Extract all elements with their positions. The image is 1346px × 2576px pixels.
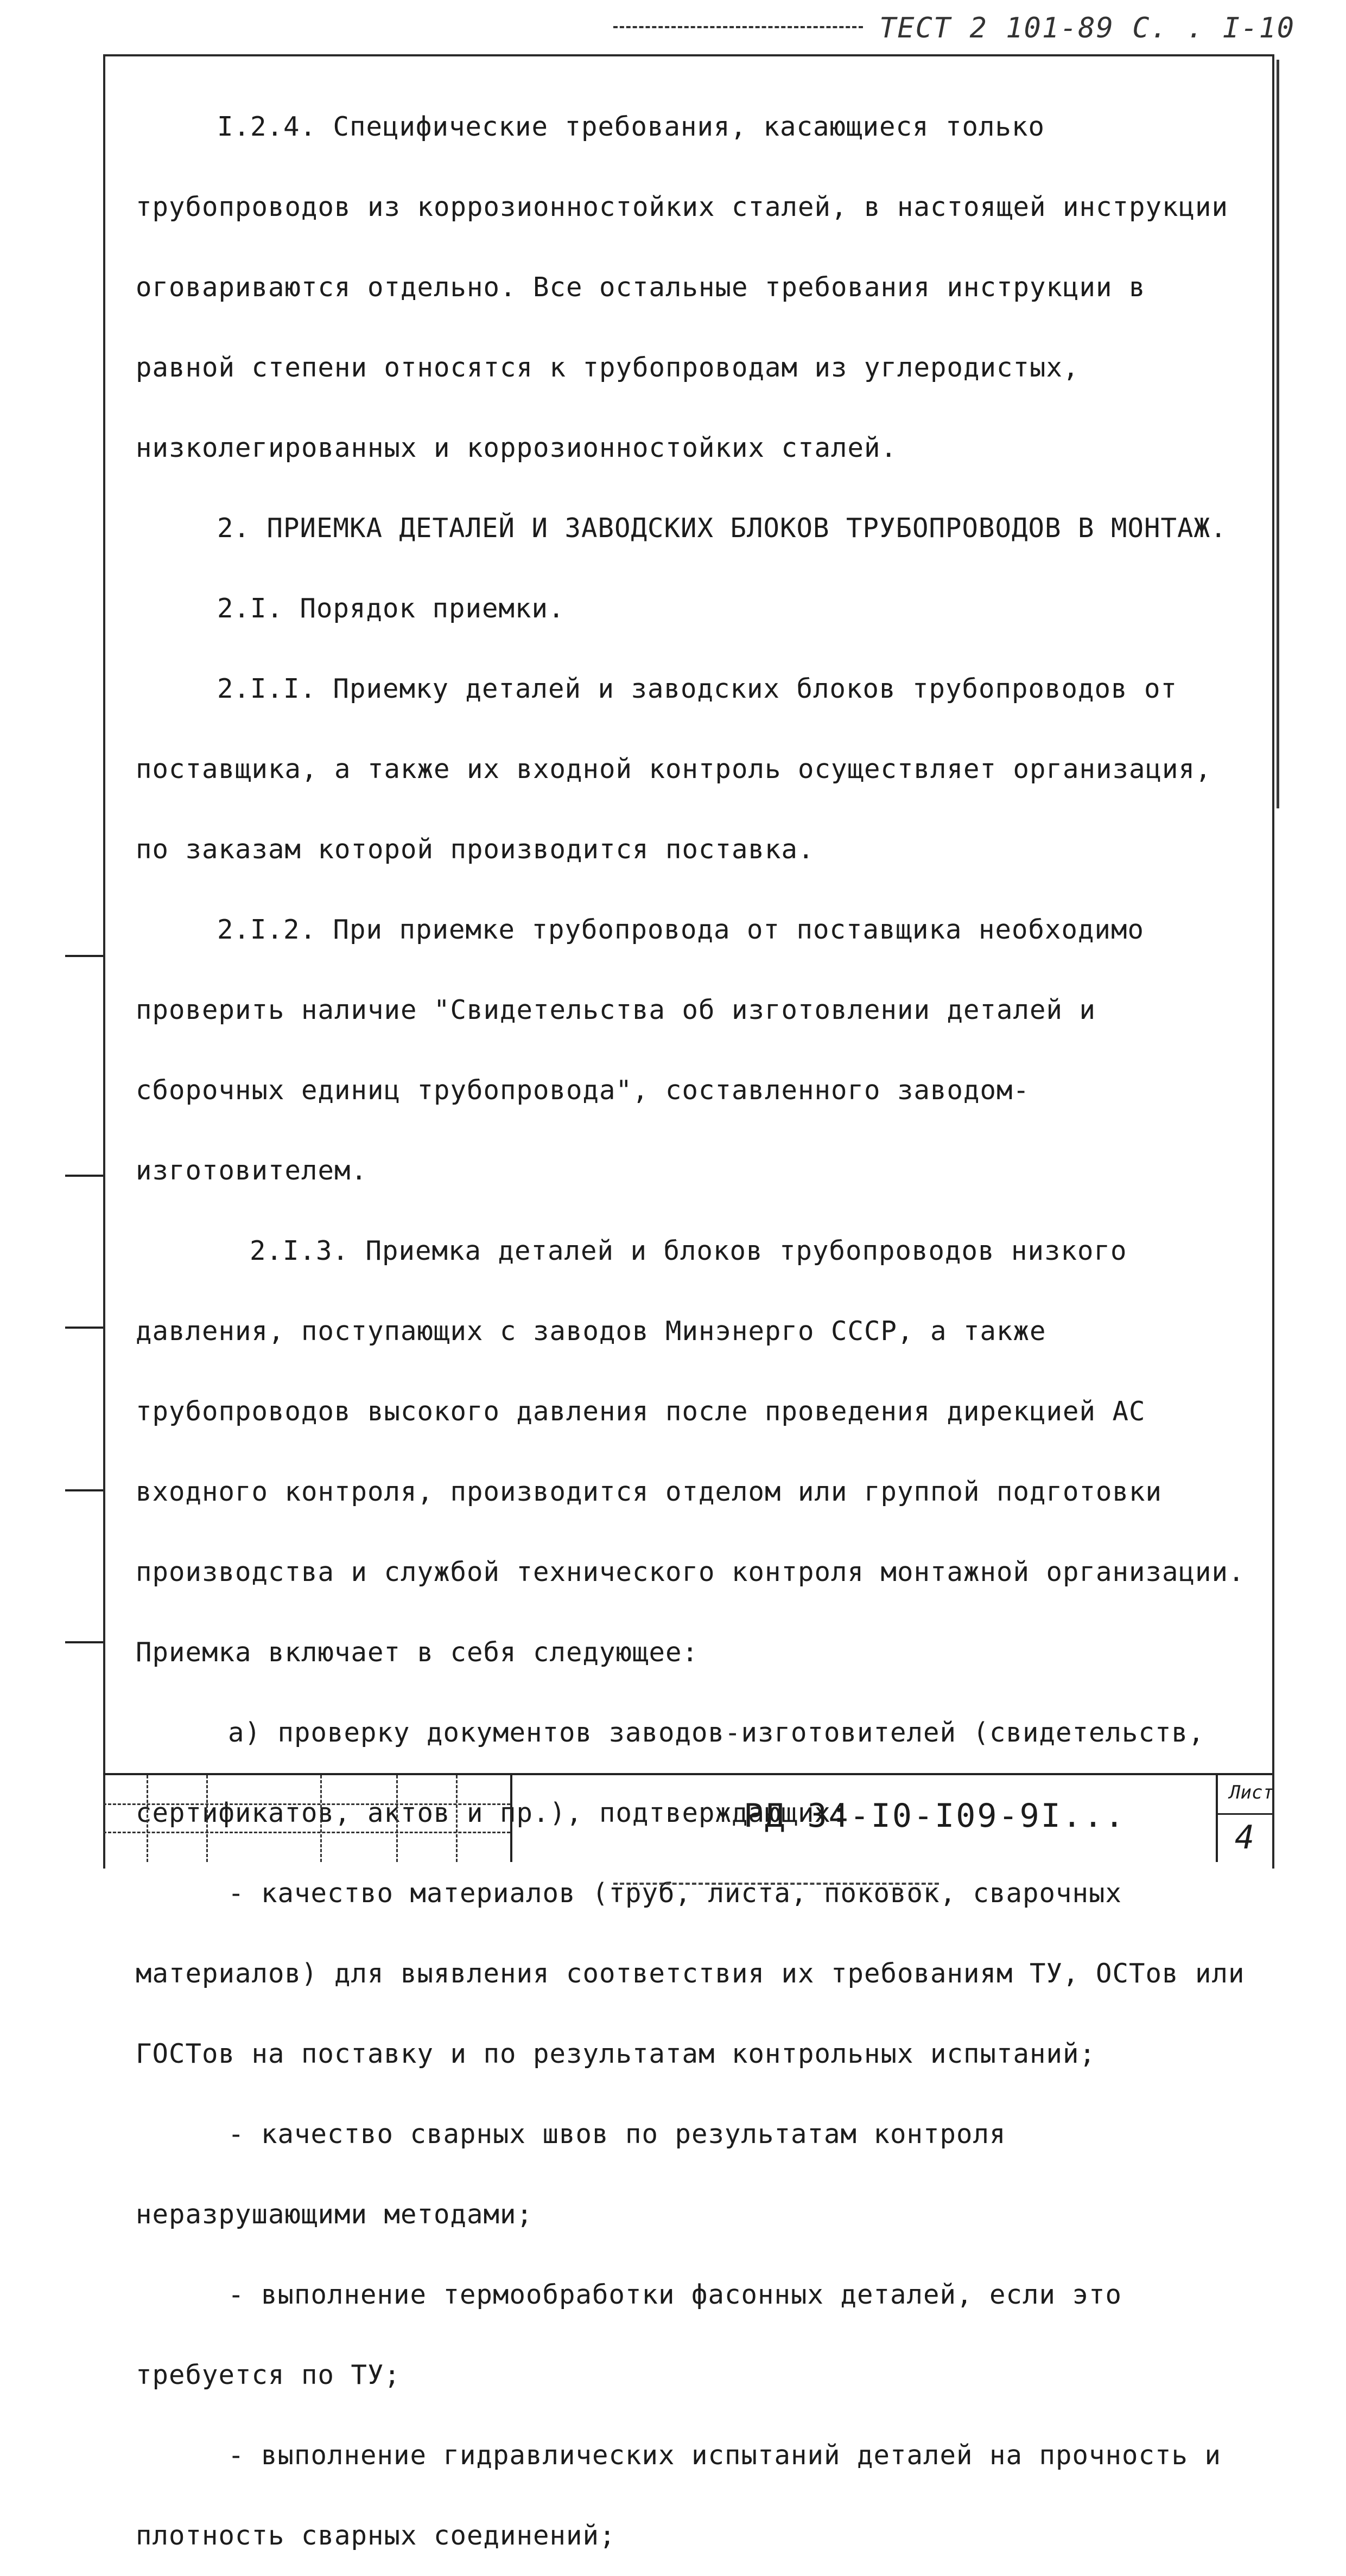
margin-tick xyxy=(65,1489,103,1491)
subsection-heading-2-1: 2.I. Порядок приемки. xyxy=(217,593,565,624)
paragraph-2-1-1: 2.I.I. Приемку деталей и заводских блоков трубопроводов от поставщика, а также их входной контроль осуществляет организация, по заказам которой производится поставка. xyxy=(136,673,1212,865)
list-item-materials: - качество материалов (труб, листа, поковок, сварочных материалов) для выявления соответствия их требованиям ТУ, ОСТов или ГОСТов на поставку и по результатам контрольных испытаний; xyxy=(136,1878,1245,2069)
margin-tick xyxy=(65,955,103,957)
document-code: РД 34-I0-I09-9I... xyxy=(744,1797,1126,1835)
paragraph-1-2-4: I.2.4. Специфические требования, касающиеся только трубопроводов из коррозионностойких сталей, в настоящей инструкции оговариваются отдельно. Все остальные требования инструкции в равной степени относятся к трубопроводам из углеродистых, низколегированных и коррозионностойких сталей. xyxy=(136,111,1229,463)
list-item-heat-treatment: - выполнение термообработки фасонных деталей, если это требуется по ТУ; xyxy=(136,2279,1122,2390)
sheet-label: Лист xyxy=(1229,1782,1274,1803)
sheet-number: 4 xyxy=(1235,1819,1255,1857)
margin-tick xyxy=(65,1327,103,1329)
frame-right-edge xyxy=(1277,60,1279,808)
footer-dash-line xyxy=(613,1883,939,1885)
margin-tick xyxy=(65,1641,103,1643)
paragraph-2-1-3: 2.I.3. Приемка деталей и блоков трубопроводов низкого давления, поступающих с заводов Минэнерго СССР, а также трубопроводов высокого давления после проведения дирекцией АС входного контроля, производится отделом или группой подготовки производства и службой технического контроля монтажной организации. Приемка включает в себя следующее: xyxy=(136,1235,1245,1668)
section-heading-2: 2. ПРИЕМКА ДЕТАЛЕЙ И ЗАВОДСКИХ БЛОКОВ ТРУБОПРОВОДОВ В МОНТАЖ. xyxy=(217,513,1227,544)
document-body xyxy=(136,87,1248,2576)
list-item-a: а) проверку документов заводов-изготовителей (свидетельств, сертификатов, актов и пр.), подтверждающих: xyxy=(136,1717,1205,1828)
header-doc-ref: ТЕСТ 2 101-89 С. . I-10 xyxy=(879,12,1296,44)
margin-tick xyxy=(65,1175,103,1177)
sheet-cell-divider xyxy=(1216,1775,1218,1862)
header-dash-line xyxy=(613,26,863,28)
title-block-grid xyxy=(103,1775,510,1862)
list-item-welds: - качество сварных швов по результатам контроля неразрушающими методами; xyxy=(136,2119,1006,2230)
paragraph-2-1-2: 2.I.2. При приемке трубопровода от поставщика необходимо проверить наличие "Свидетельства об изготовлении деталей и сборочных единиц трубопровода", составленного заводом-изготовителем. xyxy=(136,914,1145,1186)
title-block-divider xyxy=(510,1775,512,1862)
sheet-cell-row-divider xyxy=(1216,1813,1272,1815)
title-block xyxy=(103,1773,1272,1862)
list-item-hydraulic-tests: - выполнение гидравлических испытаний деталей на прочность и плотность сварных соединений; xyxy=(136,2440,1222,2551)
